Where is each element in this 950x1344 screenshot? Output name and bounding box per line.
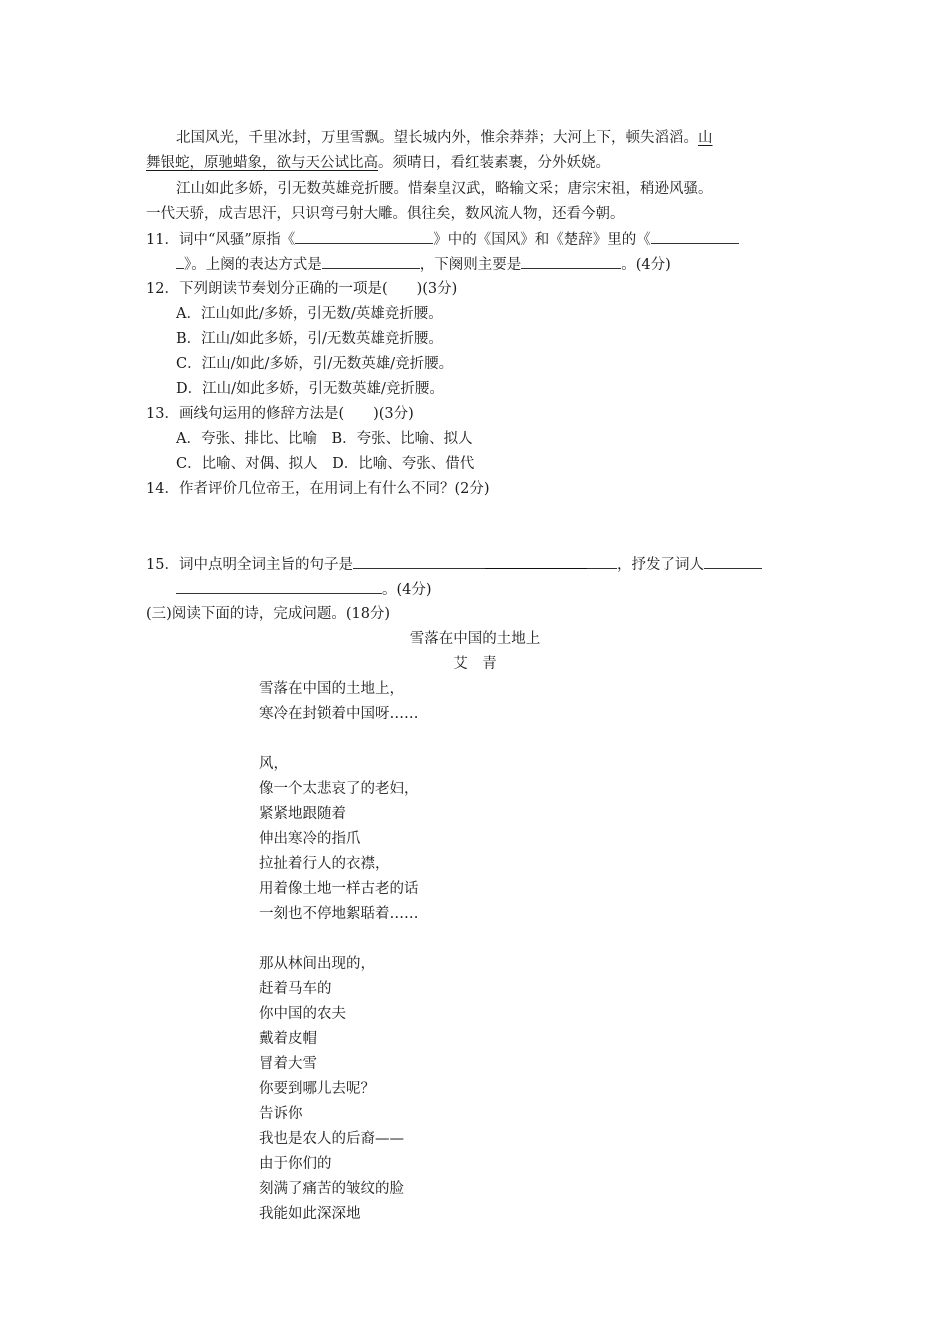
passage-line-1: [176, 127, 713, 149]
poem-line: 雪落在中国的土地上，: [259, 681, 404, 697]
poem-line: 冒着大雪: [259, 1056, 317, 1072]
answer-blank[interactable]: [295, 228, 433, 244]
question-14-stem: 14．作者评价几位帝王，在用词上有什么不同？(2分): [146, 481, 490, 497]
passage-line-3: 江山如此多娇，引无数英雄竞折腰。惜秦皇汉武，略输文采；唐宗宋祖，稍逊风骚。: [176, 181, 713, 197]
answer-blank[interactable]: [322, 253, 420, 269]
q11-text: 。(4分): [621, 257, 671, 273]
question-11-line-1: [146, 228, 739, 250]
poem-line: 拉扯着行人的衣襟，: [259, 856, 390, 872]
poem-line: 寒冷在封锁着中国呀……: [259, 706, 419, 722]
poem-line: 伸出寒冷的指爪: [259, 831, 361, 847]
answer-blank[interactable]: [485, 553, 587, 569]
poem-author: 艾 青: [453, 656, 497, 672]
q11-text: 11．词中“风骚”原指《: [146, 232, 296, 248]
q11-text: 》。上阕的表达方式是: [184, 257, 322, 273]
answer-blank[interactable]: [176, 253, 184, 269]
answer-blank[interactable]: [651, 228, 739, 244]
question-12-stem: 12．下列朗读节奏划分正确的一项是( )(3分): [146, 281, 458, 297]
underlined-sentence-start: 山: [698, 130, 713, 146]
question-15-line-2: [176, 578, 432, 600]
poem-line: 刻满了痛苦的皱纹的脸: [259, 1181, 404, 1197]
poem-line: 一刻也不停地絮聒着……: [259, 906, 419, 922]
question-12-option-c[interactable]: C．江山/如此/多娇，引/无数英雄/竞折腰。: [176, 356, 454, 372]
question-11-line-2: [176, 253, 671, 275]
question-12-option-d[interactable]: D．江山/如此多娇，引无数英雄/竞折腰。: [176, 381, 444, 397]
question-12-option-b[interactable]: B．江山/如此多娇，引/无数英雄竞折腰。: [176, 331, 443, 347]
poem-line: 我能如此深深地: [259, 1206, 361, 1222]
poem-line: 风，: [259, 756, 288, 772]
question-13-options-row-2[interactable]: C．比喻、对偶、拟人 D．比喻、夸张、借代: [176, 456, 475, 472]
poem-line: 赶着马车的: [259, 981, 332, 997]
question-15-line-1: [146, 553, 762, 575]
section-3-heading: (三)阅读下面的诗，完成问题。(18分): [146, 606, 391, 622]
q11-text: ，下阕则主要是: [419, 257, 522, 273]
passage-text: 。须晴日，看红装素裹，分外妖娆。: [378, 155, 610, 171]
poem-line: 紧紧地跟随着: [259, 806, 346, 822]
passage-line-4: 一代天骄，成吉思汗，只识弯弓射大雕。俱往矣，数风流人物，还看今朝。: [146, 206, 625, 222]
answer-blank[interactable]: [176, 578, 382, 594]
poem-line: 我也是农人的后裔——: [259, 1131, 404, 1147]
poem-title: 雪落在中国的土地上: [409, 631, 541, 647]
poem-line: 由于你们的: [259, 1156, 332, 1172]
question-13-stem: 13．画线句运用的修辞方法是( )(3分): [146, 406, 414, 422]
poem-line: 你中国的农夫: [259, 1006, 346, 1022]
q15-text: 15．词中点明全词主旨的句子是: [146, 557, 353, 573]
poem-line: 戴着皮帽: [259, 1031, 317, 1047]
poem-line: 那从林间出现的，: [259, 956, 375, 972]
passage-line-2: [146, 152, 610, 174]
poem-line: 用着像土地一样古老的话: [259, 881, 419, 897]
q15-text: ，抒发了词人: [616, 557, 704, 573]
answer-blank[interactable]: [353, 553, 485, 569]
poem-line: 你要到哪儿去呢？: [259, 1081, 375, 1097]
passage-text: 北国风光，千里冰封，万里雪飘。望长城内外，惟余莽莽；大河上下，顿失滔滔。: [176, 130, 698, 146]
answer-blank[interactable]: [521, 253, 621, 269]
q15-text: 。(4分): [382, 582, 432, 598]
question-12-option-a[interactable]: A．江山如此/多娇，引无数/英雄竞折腰。: [176, 306, 443, 322]
underlined-sentence: 舞银蛇，原驰蜡象，欲与天公试比高: [146, 155, 378, 171]
answer-blank[interactable]: [704, 553, 762, 569]
answer-blank[interactable]: [587, 553, 617, 569]
poem-line: 告诉你: [259, 1106, 303, 1122]
question-13-options-row-1[interactable]: A．夸张、排比、比喻 B．夸张、比喻、拟人: [176, 431, 473, 447]
q11-text: 》中的《国风》和《楚辞》里的《: [433, 232, 651, 248]
poem-line: 像一个太悲哀了的老妇，: [259, 781, 419, 797]
